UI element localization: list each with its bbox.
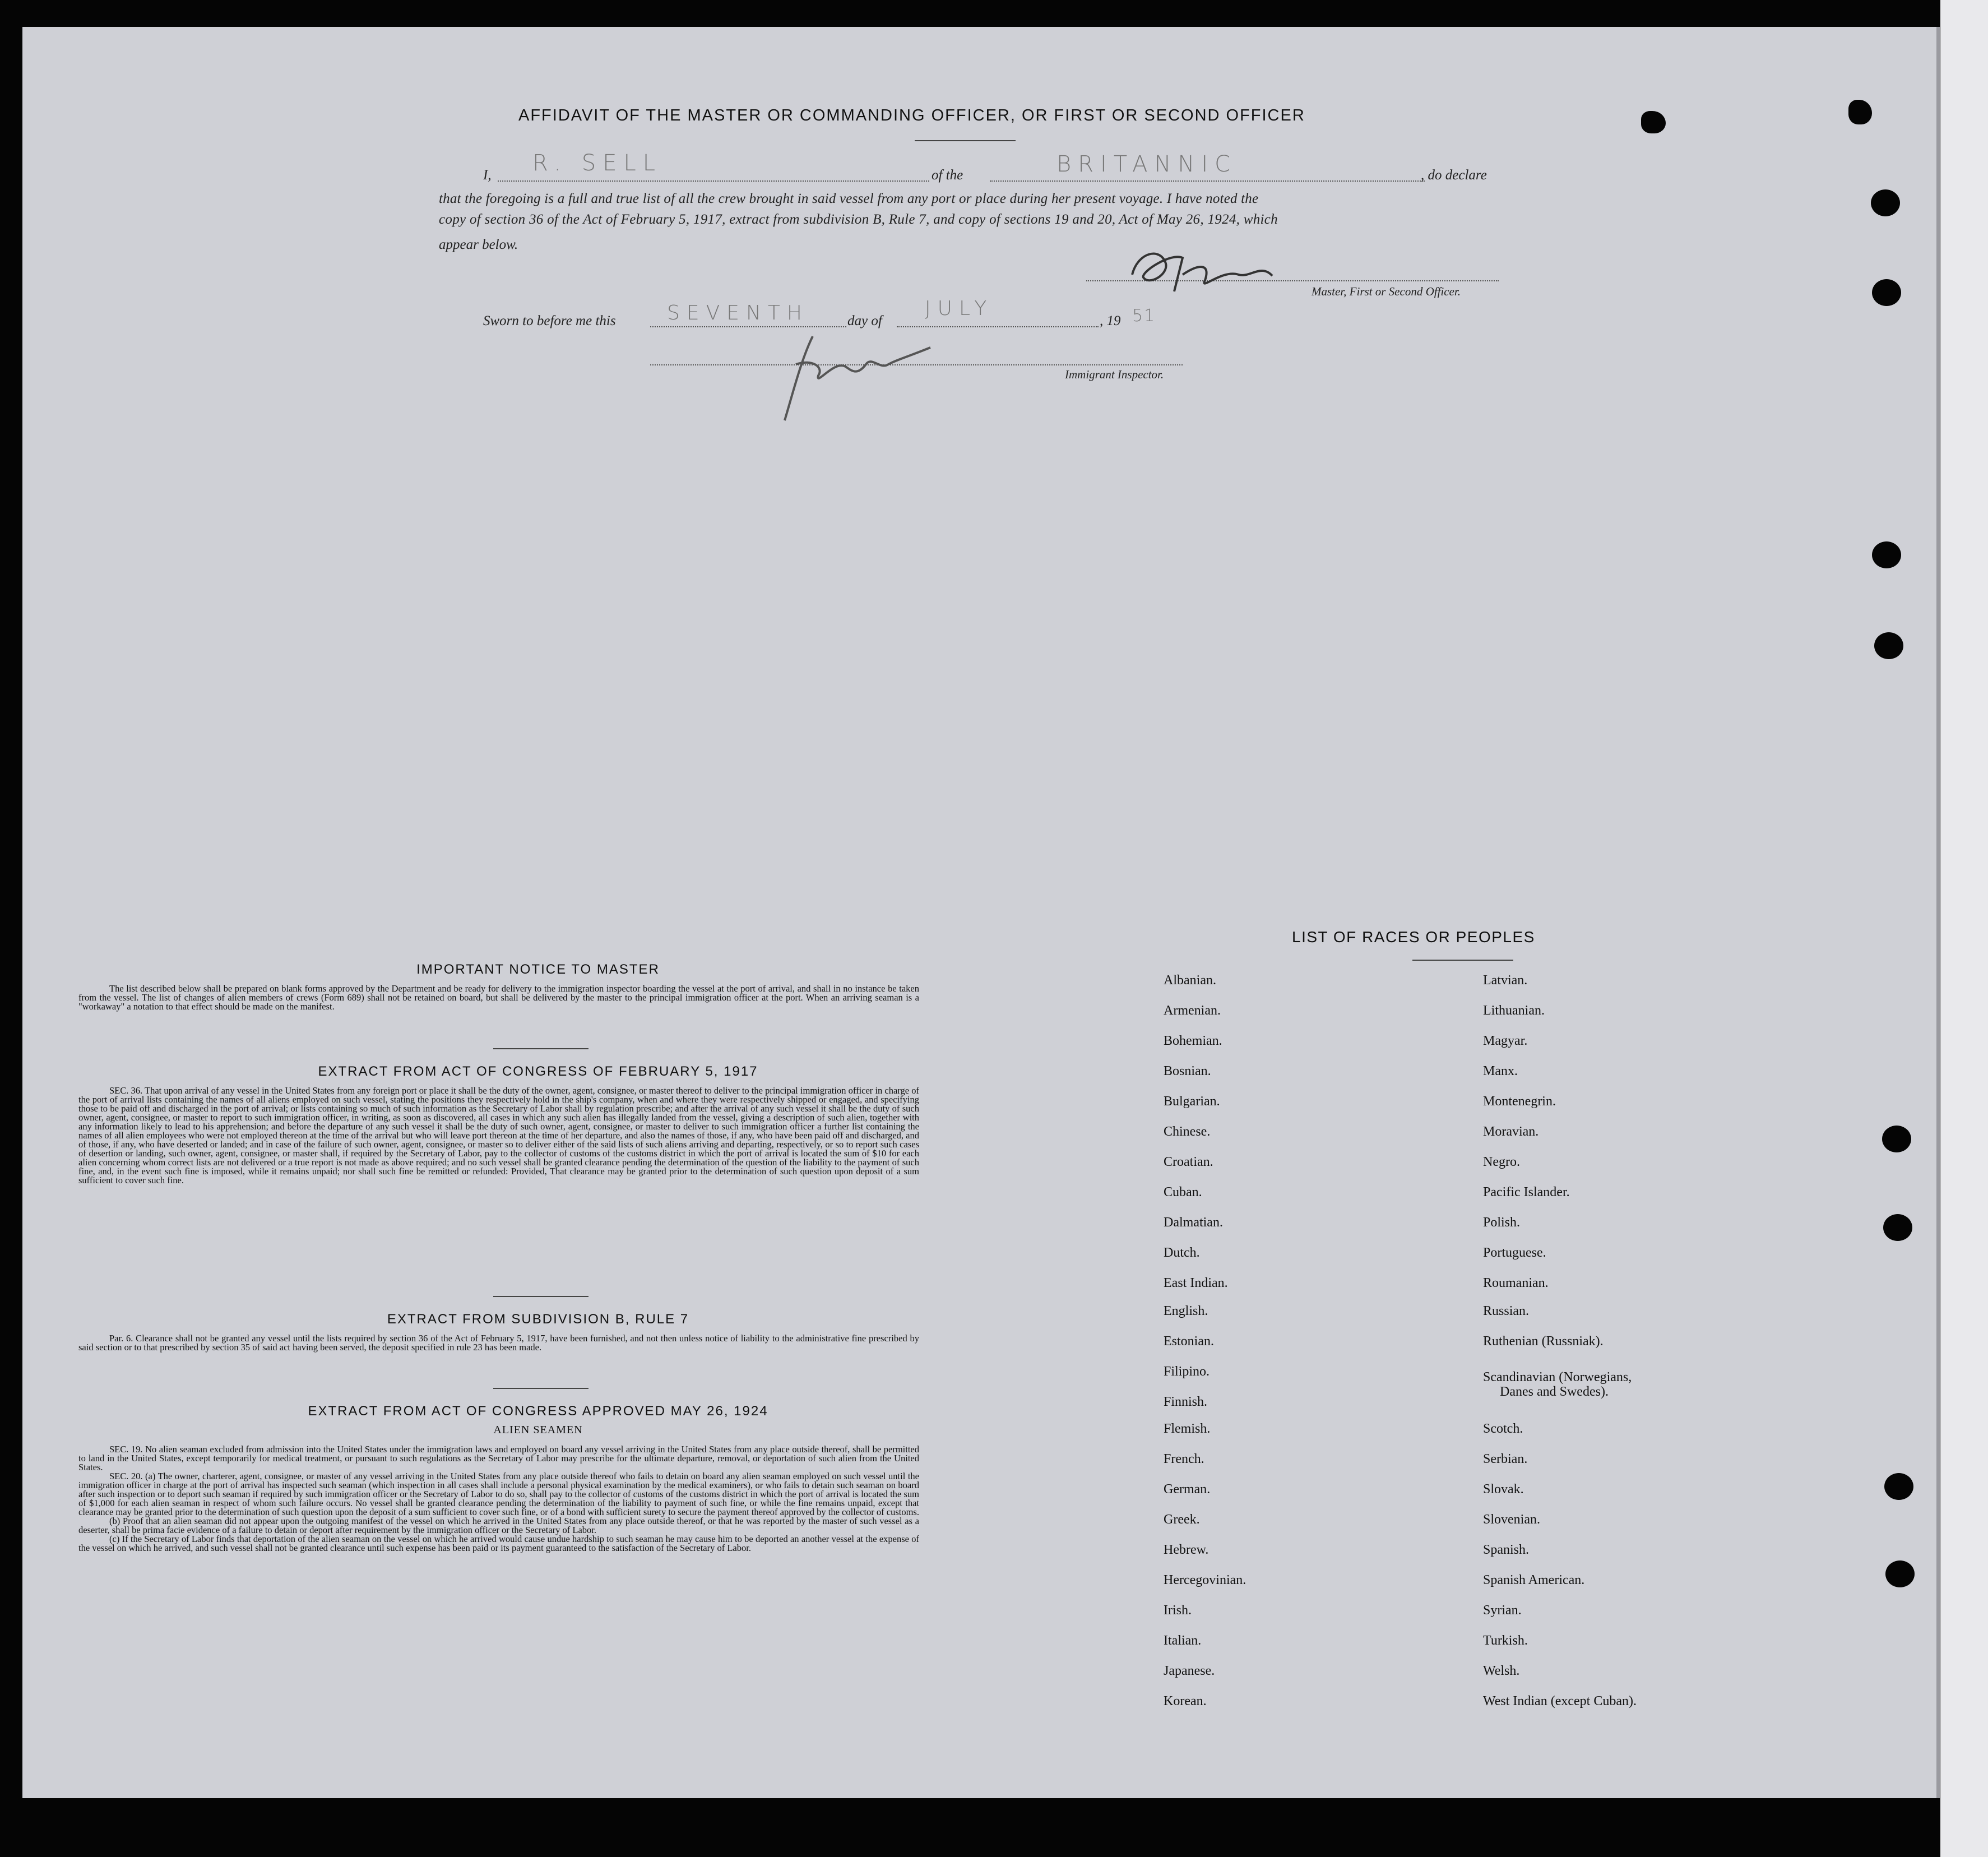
race-item: Japanese. (1164, 1664, 1215, 1678)
punch-hole (1884, 1473, 1913, 1500)
master-name-handwritten: R. SELL (532, 150, 662, 176)
race-item: French. (1164, 1452, 1204, 1466)
ink-blot (1848, 100, 1872, 124)
ink-blot (1641, 111, 1666, 133)
race-item: Albanian. (1164, 973, 1216, 988)
extract-1924-title: EXTRACT FROM ACT OF CONGRESS APPROVED MAY 26, 1924 (308, 1404, 768, 1419)
race-item: Finnish. (1164, 1395, 1208, 1409)
race-item: Chinese. (1164, 1124, 1211, 1139)
race-item: German. (1164, 1482, 1211, 1497)
races-title: LIST OF RACES OR PEOPLES (1292, 928, 1535, 946)
divider (915, 140, 1016, 141)
race-item: Magyar. (1483, 1034, 1528, 1048)
extract-1917-text (78, 1086, 919, 1185)
race-item: Polish. (1483, 1215, 1521, 1230)
punch-hole (1885, 1560, 1915, 1587)
inspector-signature (762, 325, 942, 426)
race-item: Spanish American. (1483, 1573, 1585, 1587)
do-declare-label: , do declare (1421, 168, 1487, 183)
inspector-label: Immigrant Inspector. (1065, 368, 1164, 381)
notice-title: IMPORTANT NOTICE TO MASTER (416, 962, 660, 977)
race-item: Lithuanian. (1483, 1003, 1545, 1018)
race-item: Cuban. (1164, 1185, 1202, 1200)
race-item: Korean. (1164, 1694, 1207, 1708)
scan-edge (1940, 0, 1988, 1857)
race-item: Greek. (1164, 1512, 1200, 1527)
of-the-label: of the (932, 168, 963, 183)
punch-hole (1882, 1126, 1911, 1152)
master-label: Master, First or Second Officer. (1312, 285, 1461, 298)
race-item: Bohemian. (1164, 1034, 1222, 1048)
extract-rule7-title: EXTRACT FROM SUBDIVISION B, RULE 7 (387, 1312, 689, 1327)
race-item: English. (1164, 1304, 1208, 1318)
race-item: Latvian. (1483, 973, 1528, 988)
day-of-label: day of (847, 313, 882, 328)
master-signature (1121, 241, 1283, 303)
divider (493, 1048, 588, 1049)
race-item: Montenegrin. (1483, 1094, 1556, 1109)
affidavit-line-4: appear below. (439, 237, 518, 252)
extract-1924-text (78, 1445, 919, 1553)
race-item: Pacific Islander. (1483, 1185, 1570, 1200)
section-20a-paragraph: SEC. 20. (a) The owner, charterer, agent, consignee, or master of any vessel arriving in the United States from any place outside thereof who fails to detain on board any alien seaman employed on such vessel until the immigration officer in charge at the port of arrival has inspected such seaman (which inspection in all cases shall include a personal physical examination by the medical examiners), or who fails to detain such seaman on board after such inspection or to deport such seaman if required by such immigration officer or the Secretary of Labor to do so, shall pay to the collector of customs of the customs district in which the port of arrival is located the sum of $1,000 for each alien seaman in respect of whom such failure occurs. No vessel shall be granted clearance pending the determination of the liability to payment of such fine, or while the fine remains unpaid, except that clearance may be granted prior to the determination of such question upon the deposit of a sum sufficient to cover such fine, or of a bond with sufficient surety to secure the payment thereof approved by the collector of customs. (78, 1471, 919, 1517)
race-item: Dutch. (1164, 1245, 1200, 1260)
divider (1412, 960, 1513, 961)
sworn-label: Sworn to before me this (483, 313, 616, 328)
race-item: Estonian. (1164, 1334, 1214, 1349)
race-item: Scandinavian (Norwegians, (1483, 1370, 1632, 1384)
race-item: Hercegovinian. (1164, 1573, 1246, 1587)
vessel-name-handwritten: BRITANNIC (1056, 151, 1238, 177)
race-item: Croatian. (1164, 1155, 1213, 1169)
race-item: Scotch. (1483, 1421, 1523, 1436)
race-item: Dalmatian. (1164, 1215, 1223, 1230)
race-item: Portuguese. (1483, 1245, 1546, 1260)
name-line (498, 180, 929, 182)
race-item: West Indian (except Cuban). (1483, 1694, 1637, 1708)
race-item: Filipino. (1164, 1364, 1210, 1379)
notice-paragraph: The list described below shall be prepared on blank forms approved by the Department and be ready for delivery to the immigration inspector boarding the vessel at the port of arrival, and shall in no instance be taken from the vessel. The list of changes of alien members of crews (Form 689) shall not be retained on board, but shall be delivered by the master to the principal immigration officer at the port. When an arriving seaman is a "workaway" a notation to that effect should be made on the manifest. (78, 983, 919, 1012)
race-item: Negro. (1483, 1155, 1520, 1169)
alien-seamen-subtitle: ALIEN SEAMEN (493, 1424, 583, 1436)
section-19-paragraph: SEC. 19. No alien seaman excluded from admission into the United States under the immigration laws and employed on board any vessel arriving in the United States from any place outside thereof, shall be permitted to land in the United States, except temporarily for medical treatment, or pursuant to such regulations as the Secretary of Labor may prescribe for the ultimate departure, removal, or deportation of such alien from the United States. (78, 1444, 919, 1472)
affidavit-i-label: I, (483, 168, 492, 183)
vessel-line (990, 180, 1425, 182)
divider (493, 1296, 588, 1297)
race-item: Slovenian. (1483, 1512, 1540, 1527)
affidavit-line-2: that the foregoing is a full and true list of all the crew brought in said vessel from any port or place during her present voyage. I have noted the (439, 191, 1259, 206)
year-label: , 19 (1100, 313, 1121, 328)
extract-1917-title: EXTRACT FROM ACT OF CONGRESS OF FEBRUARY 5, 1917 (318, 1064, 758, 1079)
race-item: Ruthenian (Russniak). (1483, 1334, 1604, 1349)
punch-hole (1883, 1214, 1912, 1241)
divider (493, 1388, 588, 1389)
punch-hole (1871, 189, 1900, 216)
section-20b-paragraph: (b) Proof that an alien seaman did not appear upon the outgoing manifest of the vessel on which he arrived in the United States from any place outside thereof, or that he was reported by the master of such vessel as a deserter, shall be prima facie evidence of a failure to detain or deport after requirement by the immigration officer or the Secretary of Labor. (78, 1516, 919, 1535)
punch-hole (1872, 541, 1901, 568)
race-item: Roumanian. (1483, 1276, 1549, 1290)
race-item: Danes and Swedes). (1500, 1384, 1609, 1399)
race-item: Russian. (1483, 1304, 1530, 1318)
punch-hole (1872, 279, 1901, 306)
race-item: Spanish. (1483, 1543, 1530, 1557)
race-item: Turkish. (1483, 1633, 1528, 1648)
race-item: Flemish. (1164, 1421, 1211, 1436)
race-item: Manx. (1483, 1064, 1518, 1078)
race-item: Serbian. (1483, 1452, 1528, 1466)
race-item: Welsh. (1483, 1664, 1520, 1678)
race-item: Bulgarian. (1164, 1094, 1220, 1109)
race-item: East Indian. (1164, 1276, 1228, 1290)
month-handwritten: JULY (925, 297, 994, 320)
race-item: Irish. (1164, 1603, 1192, 1618)
extract-rule7-text (78, 1334, 919, 1352)
race-item: Hebrew. (1164, 1543, 1209, 1557)
race-item: Slovak. (1483, 1482, 1524, 1497)
race-item: Bosnian. (1164, 1064, 1211, 1078)
notice-text (78, 984, 919, 1011)
race-item: Italian. (1164, 1633, 1202, 1648)
rule7-paragraph: Par. 6. Clearance shall not be granted any vessel until the lists required by section 36 of the Act of February 5, 1917, have been furnished, and not then unless notice of liability to the administrative fine prescribed by said section or to that prescribed by section 35 of said act having been served, the deposit specified in rule 23 has been made. (78, 1333, 919, 1353)
year-handwritten: 51 (1132, 306, 1156, 326)
race-item: Moravian. (1483, 1124, 1539, 1139)
affidavit-title: AFFIDAVIT OF THE MASTER OR COMMANDING OFFICER, OR FIRST OR SECOND OFFICER (518, 106, 1305, 124)
section-36-paragraph: SEC. 36. That upon arrival of any vessel in the United States from any foreign port or place it shall be the duty of the owner, agent, consignee, or master thereof to deliver to the principal immigration officer in charge of the port of arrival lists containing the names of all aliens employed on such vessel, stating the positions they respectively hold in the ship's company, when and where they were respectively shipped or engaged, and specifying those to be paid off and discharged in the port of arrival; or lists containing so much of such information as the Secretary of Labor shall by regulation prescribe; and after the arrival of any such vessel it shall be the duty of such owner, agent, consignee, or master to report to such immigration officer, in writing, as soon as discovered, all cases in which any such alien has illegally landed from the vessel, giving a description of such alien, together with any information likely to lead to his apprehension; and before the departure of any such vessel it shall be the duty of such owner, agent, consignee, or master to deliver to such immigration officer a further list containing the names of all alien employees who were not employed thereon at the time of the arrival but who will leave port thereon at the time of her departure, and also the names of those, if any, who have been paid off and discharged, and of those, if any, who have deserted or landed; and in case of the failure of such owner, agent, consignee, or master so to deliver either of the said lists of such aliens arriving and departing, respectively, or so to report such cases of desertion or landing, such owner, agent, consignee, or master shall, if required by the Secretary of Labor, pay to the collector of customs of the customs district in which the port of arrival is located the sum of $10 for each alien concerning whom correct lists are not delivered or a true report is not made as above required; and no such vessel shall be granted clearance pending the determination of the question of the liability to the payment of such fine, and, in the event such fine is imposed, while it remains unpaid; nor shall such fine be remitted or refunded: Provided, That clearance may be granted prior to the determination of such question upon deposit of a sum sufficient to cover such fine. (78, 1085, 919, 1185)
day-handwritten: SEVENTH (667, 302, 809, 325)
race-item: Syrian. (1483, 1603, 1522, 1618)
race-item: Armenian. (1164, 1003, 1221, 1018)
affidavit-line-3: copy of section 36 of the Act of February 5, 1917, extract from subdivision B, Rule 7, and copy of sections 19 and 20, Act of May 26, 1924, which (439, 212, 1278, 227)
punch-hole (1874, 632, 1903, 659)
section-20c-paragraph: (c) If the Secretary of Labor finds that deportation of the alien seaman on the vessel on which he arrived would cause undue hardship to such seaman he may cause him to be deported an another vessel at the expense of the vessel on which he arrived, and such vessel shall not be granted clearance until such expense has been paid or its payment guaranteed to the satisfaction of the Secretary of Labor. (78, 1534, 919, 1553)
